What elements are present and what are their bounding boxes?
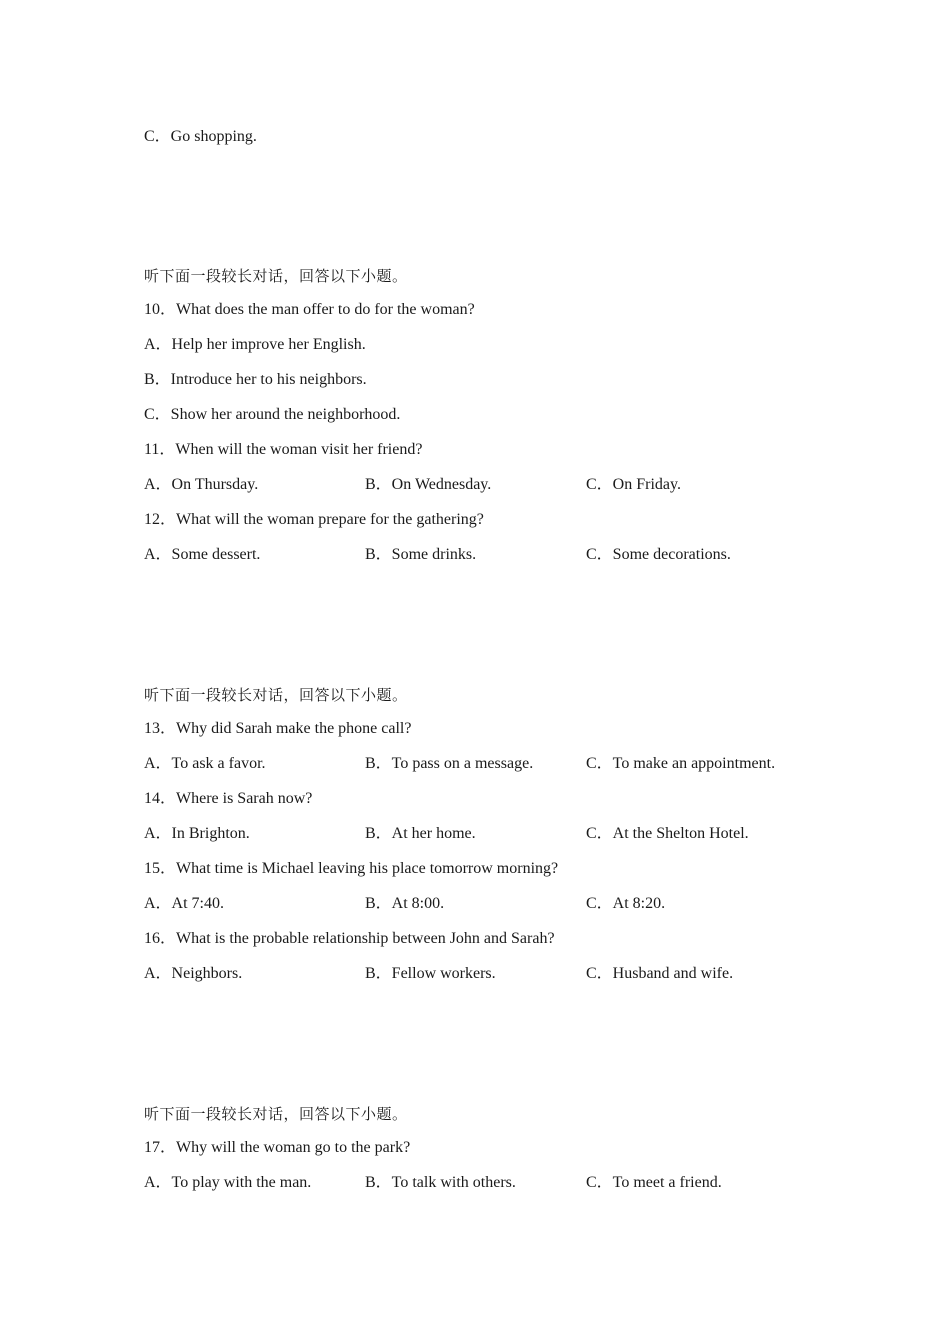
q14-option-b: B．At her home. (365, 825, 476, 842)
q17-options (144, 1173, 824, 1193)
q11-options (144, 475, 824, 495)
q14-option-c: C．At the Shelton Hotel. (586, 825, 749, 842)
q15-option-b: B．At 8:00. (365, 895, 445, 912)
q16-options (144, 964, 824, 984)
q16-option-b: B．Fellow workers. (365, 965, 496, 982)
question-10: 10．What does the man offer to do for the woman? (144, 301, 475, 318)
q16-option-a: A．Neighbors. (144, 965, 243, 982)
q10-option-b: B．Introduce her to his neighbors. (144, 371, 367, 388)
q17-option-b: B．To talk with others. (365, 1174, 516, 1191)
question-11: 11．When will the woman visit her friend? (144, 441, 423, 458)
question-12: 12．What will the woman prepare for the gathering? (144, 511, 484, 528)
q11-option-b: B．On Wednesday. (365, 476, 492, 493)
q11-option-a: A．On Thursday. (144, 476, 259, 493)
q12-option-c: C．Some decorations. (586, 546, 731, 563)
q11-option-c: C．On Friday. (586, 476, 681, 493)
q13-option-b: B．To pass on a message. (365, 755, 534, 772)
section-instruction: 听下面一段较长对话，回答以下小题。 (144, 686, 408, 704)
q15-option-c: C．At 8:20. (586, 895, 666, 912)
q17-option-c: C．To meet a friend. (586, 1174, 722, 1191)
q15-option-a: A．At 7:40. (144, 895, 225, 912)
q14-option-a: A．In Brighton. (144, 825, 250, 842)
question-16: 16．What is the probable relationship between John and Sarah? (144, 930, 555, 947)
q14-options (144, 824, 824, 844)
q12-options (144, 545, 824, 565)
section-instruction: 听下面一段较长对话，回答以下小题。 (144, 1105, 408, 1123)
question-13: 13．Why did Sarah make the phone call? (144, 720, 412, 737)
q13-option-a: A．To ask a favor. (144, 755, 266, 772)
section-instruction: 听下面一段较长对话，回答以下小题。 (144, 267, 408, 285)
question-14: 14．Where is Sarah now? (144, 790, 313, 807)
q12-option-b: B．Some drinks. (365, 546, 477, 563)
q17-option-a: A．To play with the man. (144, 1174, 312, 1191)
question-15: 15．What time is Michael leaving his place tomorrow morning? (144, 860, 559, 877)
q10-option-a: A．Help her improve her English. (144, 336, 366, 353)
q13-options (144, 754, 824, 774)
q12-option-a: A．Some dessert. (144, 546, 261, 563)
option-c-prev: C．Go shopping. (144, 128, 257, 145)
q10-option-c: C．Show her around the neighborhood. (144, 406, 401, 423)
question-17: 17．Why will the woman go to the park? (144, 1139, 411, 1156)
q13-option-c: C．To make an appointment. (586, 755, 776, 772)
q16-option-c: C．Husband and wife. (586, 965, 734, 982)
q15-options (144, 894, 824, 914)
